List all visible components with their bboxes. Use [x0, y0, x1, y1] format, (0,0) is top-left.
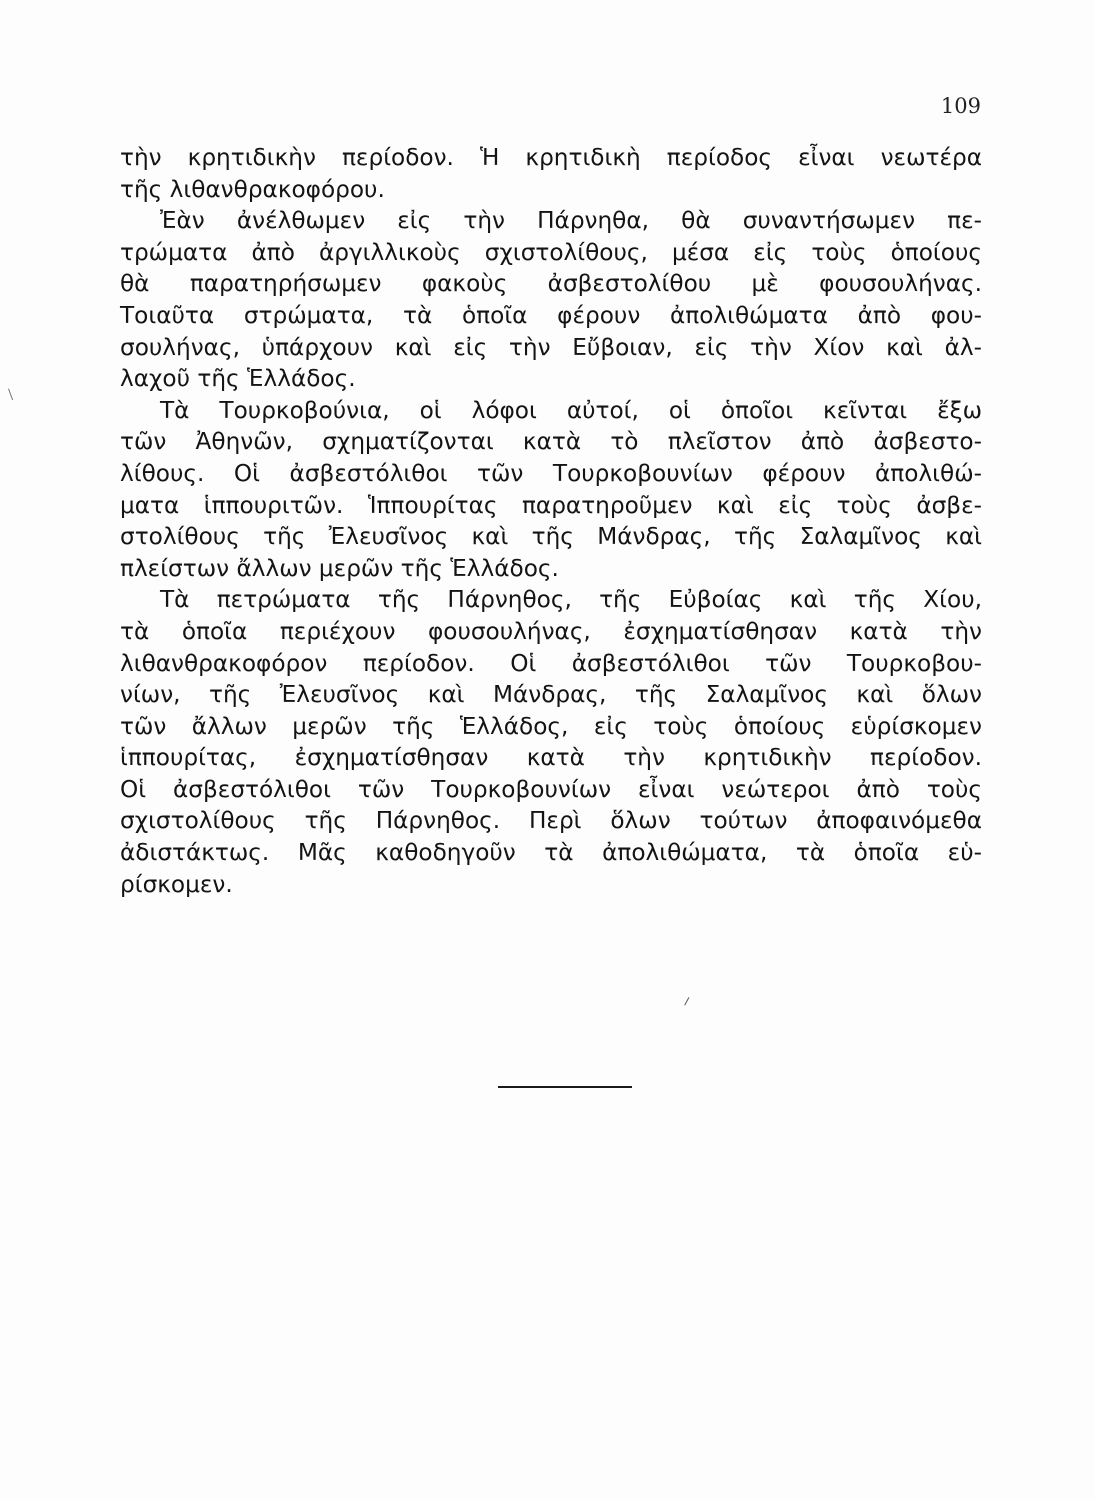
text-line-5: θὰ παρατηρήσωμεν φακοὺς ἀσβεστολίθου μὲ φουσουλήνας. [120, 270, 982, 298]
section-separator-rule [498, 1086, 632, 1088]
text-line-1: τὴν κρητιδικὴν περίοδον. Ἡ κρητιδικὴ περίοδος εἶναι νεωτέρα [120, 144, 982, 171]
text-line-22: σχιστολίθους τῆς Πάρνηθος. Περὶ ὅλων τούτων ἀποφαινόμεθα [120, 807, 982, 835]
text-line-17: λιθανθρακοφόρον περίοδον. Οἱ ἀσβεστόλιθοι τῶν Τουρκοβου- [120, 649, 982, 677]
text-line-19: τῶν ἄλλων μερῶν τῆς Ἑλλάδος, εἰς τοὺς ὁποίους εὑρίσκομεν [120, 712, 982, 740]
text-line-24: ρίσκομεν. [120, 870, 233, 898]
text-line-10: τῶν Ἀθηνῶν, σχηματίζονται κατὰ τὸ πλεῖστον ἀπὸ ἀσβεστο- [120, 428, 982, 456]
text-line-11: λίθους. Οἱ ἀσβεστόλιθοι τῶν Τουρκοβουνίων φέρουν ἀπολιθώ- [120, 459, 982, 487]
page-number: 109 [940, 94, 981, 118]
margin-pencil-mark [8, 388, 15, 400]
text-line-14: πλείστων ἄλλων μερῶν τῆς Ἑλλάδος. [120, 554, 559, 582]
pencil-tick-mark [684, 997, 694, 1008]
text-line-18: νίων, τῆς Ἐλευσῖνος καὶ Μάνδρας, τῆς Σαλαμῖνος καὶ ὅλων [120, 681, 982, 709]
text-line-9: Τὰ Τουρκοβούνια, οἱ λόφοι αὐτοί, οἱ ὁποῖοι κεῖνται ἔξω [160, 396, 982, 424]
text-line-16: τὰ ὁποῖα περιέχουν φουσουλήνας, ἐσχηματίσθησαν κατὰ τὴν [120, 617, 982, 645]
body-text [120, 142, 982, 900]
text-line-3: Ἐὰν ἀνέλθωμεν εἰς τὴν Πάρνηθα, θὰ συναντήσωμεν πε- [160, 207, 982, 235]
text-line-8: λαχοῦ τῆς Ἑλλάδος. [120, 365, 356, 393]
text-line-6: Τοιαῦτα στρώματα, τὰ ὁποῖα φέρουν ἀπολιθώματα ἀπὸ φου- [120, 301, 982, 329]
text-line-7: σουλήνας, ὑπάρχουν καὶ εἰς τὴν Εὔβοιαν, εἰς τὴν Χίον καὶ ἀλ- [120, 333, 982, 361]
text-line-15: Τὰ πετρώματα τῆς Πάρνηθος, τῆς Εὐβοίας καὶ τῆς Χίου, [160, 586, 982, 614]
text-line-2: τῆς λιθανθρακοφόρου. [120, 175, 385, 203]
text-line-21: Οἱ ἀσβεστόλιθοι τῶν Τουρκοβουνίων εἶναι νεώτεροι ἀπὸ τοὺς [120, 775, 982, 803]
text-line-23: ἀδιστάκτως. Μᾶς καθοδηγοῦν τὰ ἀπολιθώματα, τὰ ὁποῖα εὑ- [120, 839, 982, 867]
text-line-12: ματα ἱππουριτῶν. Ἱππουρίτας παρατηροῦμεν καὶ εἰς τοὺς ἀσβε- [120, 491, 982, 519]
text-line-13: στολίθους τῆς Ἐλευσῖνος καὶ τῆς Μάνδρας, τῆς Σαλαμῖνος καὶ [120, 523, 982, 551]
text-line-20: ἱππουρίτας, ἐσχηματίσθησαν κατὰ τὴν κρητιδικὴν περίοδον. [120, 744, 982, 772]
text-line-4: τρώματα ἀπὸ ἀργιλλικοὺς σχιστολίθους, μέσα εἰς τοὺς ὁποίους [120, 238, 982, 266]
